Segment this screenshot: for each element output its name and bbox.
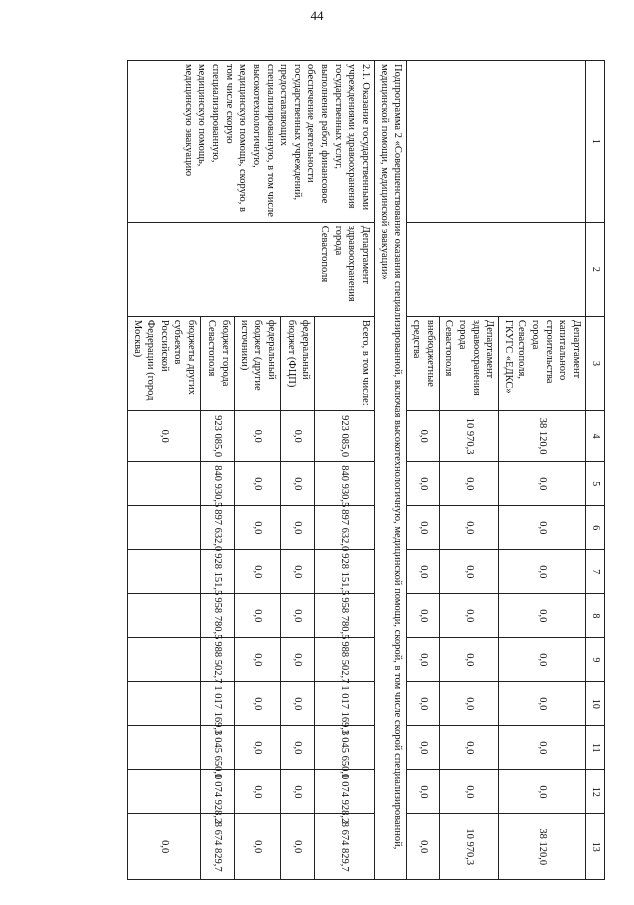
value-cell: 0,0 bbox=[407, 550, 439, 594]
value-cell: 928 151,5 bbox=[315, 550, 375, 594]
value-cell: 0,0 bbox=[235, 682, 281, 726]
source-cell: внебюджетные средства bbox=[407, 316, 439, 410]
table-row bbox=[499, 61, 586, 880]
value-cell: 1 074 928,2 bbox=[201, 770, 235, 814]
empty-cell bbox=[407, 61, 586, 223]
value-cell: 0,0 bbox=[499, 550, 586, 594]
value-cell: 0,0 bbox=[439, 682, 499, 726]
value-cell: 0,0 bbox=[281, 550, 315, 594]
value-cell: 1 017 169,3 bbox=[201, 682, 235, 726]
value-cell bbox=[127, 594, 200, 638]
value-cell: 8 674 829,7 bbox=[201, 814, 235, 880]
col-header: 11 bbox=[586, 726, 605, 770]
value-cell: 0,0 bbox=[439, 506, 499, 550]
empty-cell bbox=[407, 222, 586, 316]
value-cell bbox=[127, 770, 200, 814]
item-name-cell: 2.1. Оказание государственными учреждениями здравоохранения государственных услуг, выполнение работ, финансовое обеспечение деятельности государственных учреждений, предоставляющих специализированную, в том числе высокотехнологичную, медицинскую помощь, скорую, в том числе скорую специализированную, медицинскую помощь, медицинскую эвакуацию bbox=[127, 61, 374, 223]
table-container bbox=[80, 60, 605, 880]
value-cell: 0,0 bbox=[235, 638, 281, 682]
value-cell: 0,0 bbox=[407, 462, 439, 506]
value-cell: 0,0 bbox=[439, 726, 499, 770]
source-cell: федеральный бюджет (ФЦП) bbox=[281, 316, 315, 410]
value-cell: 0,0 bbox=[499, 462, 586, 506]
value-cell: 0,0 bbox=[407, 682, 439, 726]
table-row bbox=[315, 61, 375, 880]
value-cell: 0,0 bbox=[281, 726, 315, 770]
col-header: 13 bbox=[586, 814, 605, 880]
source-cell: Департамент капитального строительства города Севастополя, ГКУГС «ЕДКС» bbox=[499, 316, 586, 410]
value-cell: 38 120,0 bbox=[499, 814, 586, 880]
value-cell: 928 151,5 bbox=[201, 550, 235, 594]
value-cell bbox=[127, 682, 200, 726]
value-cell: 0,0 bbox=[281, 770, 315, 814]
value-cell: 0,0 bbox=[235, 462, 281, 506]
col-header: 2 bbox=[586, 222, 605, 316]
rotated-table-wrapper bbox=[80, 60, 605, 880]
subprogram-row bbox=[375, 61, 407, 880]
col-header: 8 bbox=[586, 594, 605, 638]
value-cell: 840 930,5 bbox=[201, 462, 235, 506]
header-row bbox=[586, 61, 605, 880]
col-header: 10 bbox=[586, 682, 605, 726]
value-cell: 0,0 bbox=[439, 638, 499, 682]
subprogram-title: Подпрограмма 2 «Совершенствование оказания специализированной, включая высокотехнологичную, медицинской помощи, скорой, в том числе скорой специализированной, медицинской помощи, медицинской эвакуации» bbox=[375, 61, 407, 880]
value-cell: 0,0 bbox=[281, 462, 315, 506]
value-cell: 0,0 bbox=[235, 814, 281, 880]
value-cell bbox=[127, 726, 200, 770]
value-cell: 0,0 bbox=[439, 594, 499, 638]
value-cell: 0,0 bbox=[281, 638, 315, 682]
value-cell: 10 970,3 bbox=[439, 814, 499, 880]
value-cell: 840 930,5 bbox=[315, 462, 375, 506]
value-cell: 0,0 bbox=[407, 506, 439, 550]
source-cell: федеральный бюджет (другие источники) bbox=[235, 316, 281, 410]
value-cell: 0,0 bbox=[235, 550, 281, 594]
value-cell: 0,0 bbox=[499, 638, 586, 682]
value-cell: 897 632,0 bbox=[201, 506, 235, 550]
value-cell: 0,0 bbox=[281, 682, 315, 726]
source-cell: бюджет города Севастополя bbox=[201, 316, 235, 410]
value-cell: 0,0 bbox=[235, 594, 281, 638]
value-cell: 8 674 829,7 bbox=[315, 814, 375, 880]
value-cell: 1 045 650,0 bbox=[201, 726, 235, 770]
value-cell: 988 502,7 bbox=[315, 638, 375, 682]
value-cell bbox=[127, 506, 200, 550]
value-cell bbox=[127, 638, 200, 682]
value-cell: 0,0 bbox=[439, 462, 499, 506]
value-cell: 897 632,0 bbox=[315, 506, 375, 550]
value-cell: 0,0 bbox=[127, 411, 200, 462]
value-cell: 0,0 bbox=[235, 770, 281, 814]
value-cell: 1 017 169,3 bbox=[315, 682, 375, 726]
value-cell: 0,0 bbox=[407, 814, 439, 880]
value-cell: 923 085,0 bbox=[315, 411, 375, 462]
source-cell: бюджеты других субъектов Российской Федерации (город Москва) bbox=[127, 316, 200, 410]
value-cell: 0,0 bbox=[281, 411, 315, 462]
source-cell: Всего, в том числе: bbox=[315, 316, 375, 410]
value-cell: 0,0 bbox=[499, 506, 586, 550]
value-cell: 988 502,7 bbox=[201, 638, 235, 682]
value-cell: 0,0 bbox=[499, 594, 586, 638]
value-cell: 0,0 bbox=[281, 506, 315, 550]
value-cell bbox=[127, 550, 200, 594]
value-cell bbox=[127, 462, 200, 506]
value-cell: 10 970,3 bbox=[439, 411, 499, 462]
col-header: 6 bbox=[586, 506, 605, 550]
col-header: 4 bbox=[586, 411, 605, 462]
col-header: 12 bbox=[586, 770, 605, 814]
value-cell: 0,0 bbox=[439, 550, 499, 594]
value-cell: 0,0 bbox=[499, 770, 586, 814]
col-header: 7 bbox=[586, 550, 605, 594]
value-cell: 0,0 bbox=[407, 726, 439, 770]
value-cell: 38 120,0 bbox=[499, 411, 586, 462]
value-cell: 958 780,5 bbox=[201, 594, 235, 638]
value-cell: 1 045 650,0 bbox=[315, 726, 375, 770]
value-cell: 923 085,0 bbox=[201, 411, 235, 462]
value-cell: 0,0 bbox=[407, 594, 439, 638]
value-cell: 0,0 bbox=[235, 506, 281, 550]
value-cell: 0,0 bbox=[407, 638, 439, 682]
value-cell: 0,0 bbox=[407, 770, 439, 814]
source-cell: Департамент здравоохранения города Севастополя bbox=[439, 316, 499, 410]
value-cell: 958 780,5 bbox=[315, 594, 375, 638]
col-header: 1 bbox=[586, 61, 605, 223]
value-cell: 0,0 bbox=[499, 726, 586, 770]
col-header: 5 bbox=[586, 462, 605, 506]
page-number: 44 bbox=[310, 8, 324, 23]
value-cell: 0,0 bbox=[407, 411, 439, 462]
value-cell: 0,0 bbox=[281, 814, 315, 880]
budget-table bbox=[127, 60, 605, 880]
col-header: 9 bbox=[586, 638, 605, 682]
value-cell: 0,0 bbox=[127, 814, 200, 880]
value-cell: 0,0 bbox=[235, 411, 281, 462]
executor-cell: Департамент здравоохранения города Севастополя bbox=[127, 222, 374, 316]
value-cell: 0,0 bbox=[499, 682, 586, 726]
value-cell: 0,0 bbox=[439, 770, 499, 814]
value-cell: 0,0 bbox=[281, 594, 315, 638]
col-header: 3 bbox=[586, 316, 605, 410]
value-cell: 0,0 bbox=[235, 726, 281, 770]
value-cell: 1 074 928,2 bbox=[315, 770, 375, 814]
